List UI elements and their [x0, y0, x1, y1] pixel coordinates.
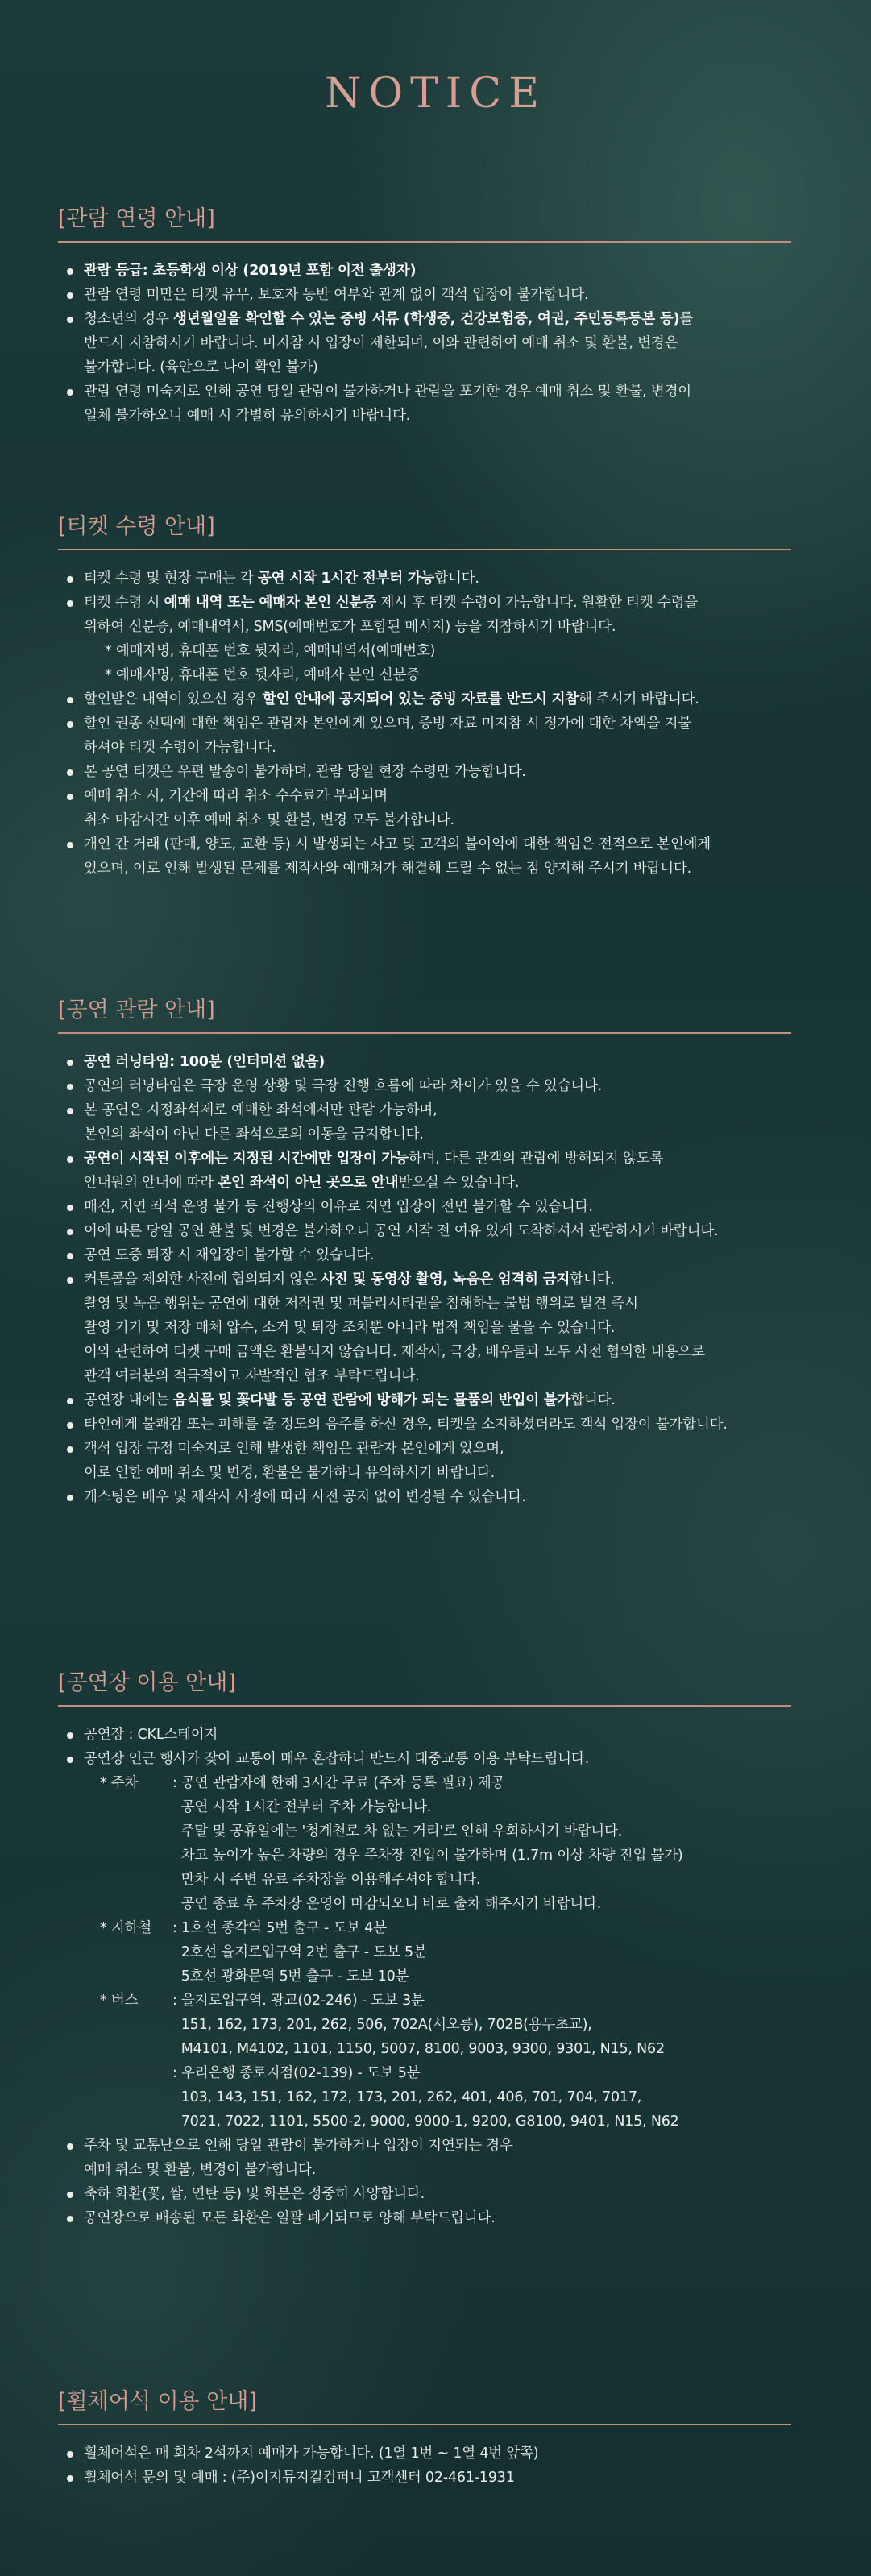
emphasis-text: 본인 좌석이 아닌 곳으로 안내	[218, 1175, 399, 1191]
list-item	[58, 760, 832, 784]
sub-note: * 예매자명, 휴대폰 번호 뒷자리, 예매내역서(예매번호)	[105, 643, 436, 659]
text-line: 공연이 시작된 이후에는 지정된 시간에만 입장이 가능하며, 다른 관객의 관람에 방해되지 않도록	[84, 1151, 664, 1167]
text-line: 본 공연은 지정좌석제로 예매한 좌석에서만 관람 가능하며,	[84, 1102, 438, 1118]
info-value: : 1호선 종각역 5번 출구 - 도보 4분	[172, 1920, 387, 1936]
list-item	[58, 1074, 832, 1098]
info-row	[84, 1940, 832, 1964]
info-label: * 버스	[100, 1993, 139, 2009]
emphasis-text: 공연 시작 1시간 전부터 가능	[257, 570, 435, 587]
text-line: 일체 불가하오니 예매 시 각별히 유의하시기 바랍니다.	[84, 408, 411, 424]
ticket-pickup-section	[58, 513, 832, 881]
text-line: 매진, 지연 좌석 운영 불가 등 진행상의 이유로 지연 입장이 전면 불가할 수 있습니다.	[84, 1199, 593, 1215]
info-row	[84, 1989, 832, 2013]
text-line: 휠체어석 문의 및 예매 : (주)이지뮤지컬컴퍼니 고객센터 02-461-1931	[84, 2470, 515, 2486]
info-row	[84, 1964, 832, 1989]
age-notice-section	[58, 205, 832, 428]
info-row	[84, 2109, 832, 2134]
emphasis-text: 할인 안내에 공지되어 있는 증빙 자료를 반드시 지참	[262, 691, 579, 707]
text-line: 티켓 수령 및 현장 구매는 각 공연 시작 1시간 전부터 가능합니다.	[84, 570, 479, 587]
list-item	[58, 1195, 832, 1219]
list-item	[58, 2134, 832, 2182]
parking-info	[84, 1771, 832, 1916]
traffic-note: 공연장 인근 행사가 잦아 교통이 매우 혼잡하니 반드시 대중교통 이용 부탁드립니다.	[84, 1751, 589, 1767]
text-line: 할인 권종 선택에 대한 책임은 관람자 본인에게 있으며, 증빙 자료 미지참 시 정가에 대한 차액을 지불	[84, 716, 692, 732]
text-line: 공연의 러닝타임은 극장 운영 상황 및 극장 진행 흐름에 따라 차이가 있을 수 있습니다.	[84, 1078, 603, 1094]
text-line	[84, 1050, 832, 1074]
text-line: 공연장으로 배송된 모든 화환은 일괄 폐기되므로 양해 부탁드립니다.	[84, 2210, 496, 2226]
info-row	[84, 1844, 832, 1868]
info-row	[84, 2061, 832, 2085]
text-line: 관람 연령 미만은 티켓 유무, 보호자 동반 여부와 관계 없이 객석 입장이 불가합니다.	[84, 287, 589, 303]
text-line: 이와 관련하여 티켓 구매 금액은 환불되지 않습니다. 제작사, 극장, 배우들과 모두 사전 협의한 내용으로	[84, 1344, 705, 1360]
text-line: 취소 마감시간 이후 예매 취소 및 환불, 변경 모두 불가합니다.	[84, 812, 454, 828]
list-item	[58, 1747, 832, 2134]
text-line: 관객 여러분의 적극적이고 자발적인 협조 부탁드립니다.	[84, 1368, 420, 1384]
section-heading: [관람 연령 안내]	[58, 205, 791, 243]
info-value: 주말 및 공휴일에는 '청계천로 차 없는 거리'로 인해 우회하시기 바랍니다.	[172, 1823, 623, 1840]
info-value: 7021, 7022, 1101, 5500-2, 9000, 9000-1, 9200, G8100, 9401, N15, N62	[172, 2113, 679, 2130]
page-title: NOTICE	[324, 69, 547, 118]
list-item	[58, 1267, 832, 1388]
info-row	[84, 2037, 832, 2061]
list-item	[58, 2441, 832, 2466]
text-line: 객석 입장 규정 미숙지로 인해 발생한 책임은 관람자 본인에게 있으며,	[84, 1441, 504, 1457]
sub-note: * 예매자명, 휴대폰 번호 뒷자리, 예매자 본인 신분증	[105, 667, 420, 683]
info-value: 차고 높이가 높은 차량의 경우 주차장 진입이 불가하며 (1.7m 이상 차량 진입 불가)	[172, 1848, 683, 1864]
text-line: 개인 간 거래 (판매, 양도, 교환 등) 시 발생되는 사고 및 고객의 불이익에 대한 책임은 전적으로 본인에게	[84, 836, 711, 852]
info-value: 151, 162, 173, 201, 262, 506, 702A(서오릉), 702B(용두초교),	[172, 2017, 592, 2033]
text-line: 이로 인한 예매 취소 및 변경, 환불은 불가하니 유의하시기 바랍니다.	[84, 1465, 496, 1481]
text-line: 반드시 지참하시기 바랍니다. 미지참 시 입장이 제한되며, 이와 관련하여 예매 취소 및 환불, 변경은	[84, 335, 678, 351]
text-line: 촬영 및 녹음 행위는 공연에 대한 저작권 및 퍼블리시티권을 침해하는 불법 행위로 발견 즉시	[84, 1296, 638, 1312]
subway-info	[84, 1916, 832, 1989]
list-item	[58, 259, 832, 283]
bus-info	[84, 1989, 832, 2134]
list-item	[58, 307, 832, 380]
info-value: 공연 시작 1시간 전부터 주차 가능합니다.	[172, 1799, 432, 1815]
wheelchair-notice-section	[58, 2388, 832, 2490]
info-row	[84, 1892, 832, 1916]
list-item	[58, 2182, 832, 2206]
text-line: 캐스팅은 배우 및 제작사 사정에 따라 사전 공지 없이 변경될 수 있습니다.	[84, 1489, 526, 1505]
venue-name: 공연장 : CKL스테이지	[84, 1727, 218, 1743]
info-value: : 공연 관람자에 한해 3시간 무료 (주차 등록 필요) 제공	[172, 1775, 505, 1791]
info-value: 5호선 광화문역 5번 출구 - 도보 10분	[172, 1968, 409, 1985]
list-item	[58, 283, 832, 307]
info-row	[84, 1795, 832, 1819]
text-line: 이에 따른 당일 공연 환불 및 변경은 불가하오니 공연 시작 전 여유 있게 도착하셔서 관람하시기 바랍니다.	[84, 1223, 719, 1239]
text-line: 불가합니다. (육안으로 나이 확인 불가)	[84, 359, 318, 375]
info-value: 2호선 을지로입구역 2번 출구 - 도보 5분	[172, 1944, 427, 1960]
section-heading: [티켓 수령 안내]	[58, 513, 791, 550]
text-line: 예매 취소 시, 기간에 따라 취소 수수료가 부과되며	[84, 788, 388, 804]
notice-list	[58, 259, 832, 428]
list-item	[58, 566, 832, 591]
emphasis-text: 음식물 및 꽃다발 등 공연 관람에 방해가 되는 물품의 반입이 불가	[172, 1392, 571, 1408]
list-item	[58, 2466, 832, 2490]
text-line: 커튼콜을 제외한 사전에 협의되지 않은 사진 및 동영상 촬영, 녹음은 엄격히 금지합니다.	[84, 1271, 615, 1288]
section-heading: [공연 관람 안내]	[58, 997, 791, 1034]
info-row	[84, 1916, 832, 1940]
venue-notice-section	[58, 1670, 832, 2230]
emphasis-text: 공연이 시작된 이후에는 지정된 시간에만 입장이 가능	[84, 1151, 409, 1167]
text-line: 본 공연 티켓은 우편 발송이 불가하며, 관람 당일 현장 수령만 가능합니다.	[84, 764, 526, 780]
list-item	[58, 832, 832, 881]
info-value: 103, 143, 151, 162, 172, 173, 201, 262, 401, 406, 701, 704, 7017,	[172, 2089, 642, 2105]
list-item	[58, 1243, 832, 1267]
list-item	[58, 784, 832, 832]
list-item	[58, 1485, 832, 1509]
info-row	[84, 2013, 832, 2037]
info-row	[84, 1868, 832, 1892]
info-value: : 을지로입구역. 광교(02-246) - 도보 3분	[172, 1993, 425, 2009]
emphasis-text: 공연 러닝타임: 100분 (인터미션 없음)	[84, 1054, 326, 1070]
text-line: 주차 및 교통난으로 인해 당일 관람이 불가하거나 입장이 지연되는 경우	[84, 2138, 513, 2154]
list-item	[58, 1723, 832, 1747]
section-heading: [휠체어석 이용 안내]	[58, 2388, 791, 2425]
text-line: 축하 화환(꽃, 쌀, 연탄 등) 및 화분은 정중히 사양합니다.	[84, 2186, 425, 2202]
text-line: 본인의 좌석이 아닌 다른 좌석으로의 이동을 금지합니다.	[84, 1126, 424, 1143]
list-item	[58, 380, 832, 428]
text-line: 예매 취소 및 환불, 변경이 불가합니다.	[84, 2162, 317, 2178]
info-label: * 지하철	[100, 1920, 152, 1936]
list-item	[58, 2206, 832, 2230]
notice-list	[58, 2441, 832, 2490]
text-line: 촬영 기기 및 저장 매체 압수, 소거 및 퇴장 조치뿐 아니라 법적 책임을 물을 수 있습니다.	[84, 1320, 616, 1336]
list-item	[58, 687, 832, 711]
text-line: 티켓 수령 시 예매 내역 또는 예매자 본인 신분증 제시 후 티켓 수령이 가능합니다. 원활한 티켓 수령을	[84, 595, 699, 611]
emphasis-text: 예매 내역 또는 예매자 본인 신분증	[164, 595, 376, 611]
list-item	[58, 1388, 832, 1412]
text-line: 하셔야 티켓 수령이 가능합니다.	[84, 740, 276, 756]
list-item	[58, 1219, 832, 1243]
emphasis-text: 생년월일을 확인할 수 있는 증빙 서류 (학생증, 건강보험증, 여권, 주민등록등본 등)	[172, 311, 680, 327]
text-line: 위하여 신분증, 예매내역서, SMS(예매번호가 포함된 메시지) 등을 지참하시기 바랍니다.	[84, 619, 616, 635]
info-value: 만차 시 주변 유료 주차장을 이용해주셔야 합니다.	[172, 1872, 481, 1888]
info-value: 공연 종료 후 주차장 운영이 마감되오니 바로 출차 해주시기 바랍니다.	[172, 1896, 602, 1912]
text-line: 공연장 내에는 음식물 및 꽃다발 등 공연 관람에 방해가 되는 물품의 반입이 불가합니다.	[84, 1392, 616, 1408]
info-row	[84, 1819, 832, 1844]
text-line: 청소년의 경우 생년월일을 확인할 수 있는 증빙 서류 (학생증, 건강보험증, 여권, 주민등록등본 등)를	[84, 311, 694, 327]
info-value: : 우리은행 종로지점(02-139) - 도보 5분	[172, 2065, 421, 2081]
text-line	[84, 259, 832, 283]
notice-list	[58, 1050, 832, 1509]
info-value: M4101, M4102, 1101, 1150, 5007, 8100, 9003, 9300, 9301, N15, N62	[172, 2041, 665, 2057]
list-item	[58, 1412, 832, 1437]
list-item	[58, 1147, 832, 1195]
text-line: 타인에게 불쾌감 또는 피해를 줄 정도의 음주를 하신 경우, 티켓을 소지하셨더라도 객석 입장이 불가합니다.	[84, 1417, 728, 1433]
list-item	[58, 711, 832, 760]
emphasis-text: 사진 및 동영상 촬영, 녹음은 엄격히 금지	[321, 1271, 570, 1288]
text-line: 휠체어석은 매 회차 2석까지 예매가 가능합니다. (1열 1번 ~ 1열 4번 앞쪽)	[84, 2445, 539, 2462]
section-heading: [공연장 이용 안내]	[58, 1670, 791, 1707]
text-line: 할인받은 내역이 있으신 경우 할인 안내에 공지되어 있는 증빙 자료를 반드시 지참해 주시기 바랍니다.	[84, 691, 699, 707]
info-row	[84, 1771, 832, 1795]
text-line: 공연 도중 퇴장 시 재입장이 불가할 수 있습니다.	[84, 1247, 375, 1263]
list-item	[58, 591, 832, 687]
info-row	[84, 2085, 832, 2109]
text-line: 안내원의 안내에 따라 본인 좌석이 아닌 곳으로 안내받으실 수 있습니다.	[84, 1175, 520, 1191]
notice-list	[58, 1723, 832, 2230]
viewing-notice-section	[58, 997, 832, 1509]
list-item	[58, 1098, 832, 1147]
notice-list	[58, 566, 832, 881]
emphasis-text: 관람 등급: 초등학생 이상 (2019년 포함 이전 출생자)	[84, 263, 417, 279]
info-label: * 주차	[100, 1775, 139, 1791]
text-line: 있으며, 이로 인해 발생된 문제를 제작사와 예매처가 해결해 드릴 수 없는 점 양지해 주시기 바랍니다.	[84, 861, 692, 877]
list-item	[58, 1437, 832, 1485]
list-item	[58, 1050, 832, 1074]
text-line: 관람 연령 미숙지로 인해 공연 당일 관람이 불가하거나 관람을 포기한 경우 예매 취소 및 환불, 변경이	[84, 384, 692, 400]
